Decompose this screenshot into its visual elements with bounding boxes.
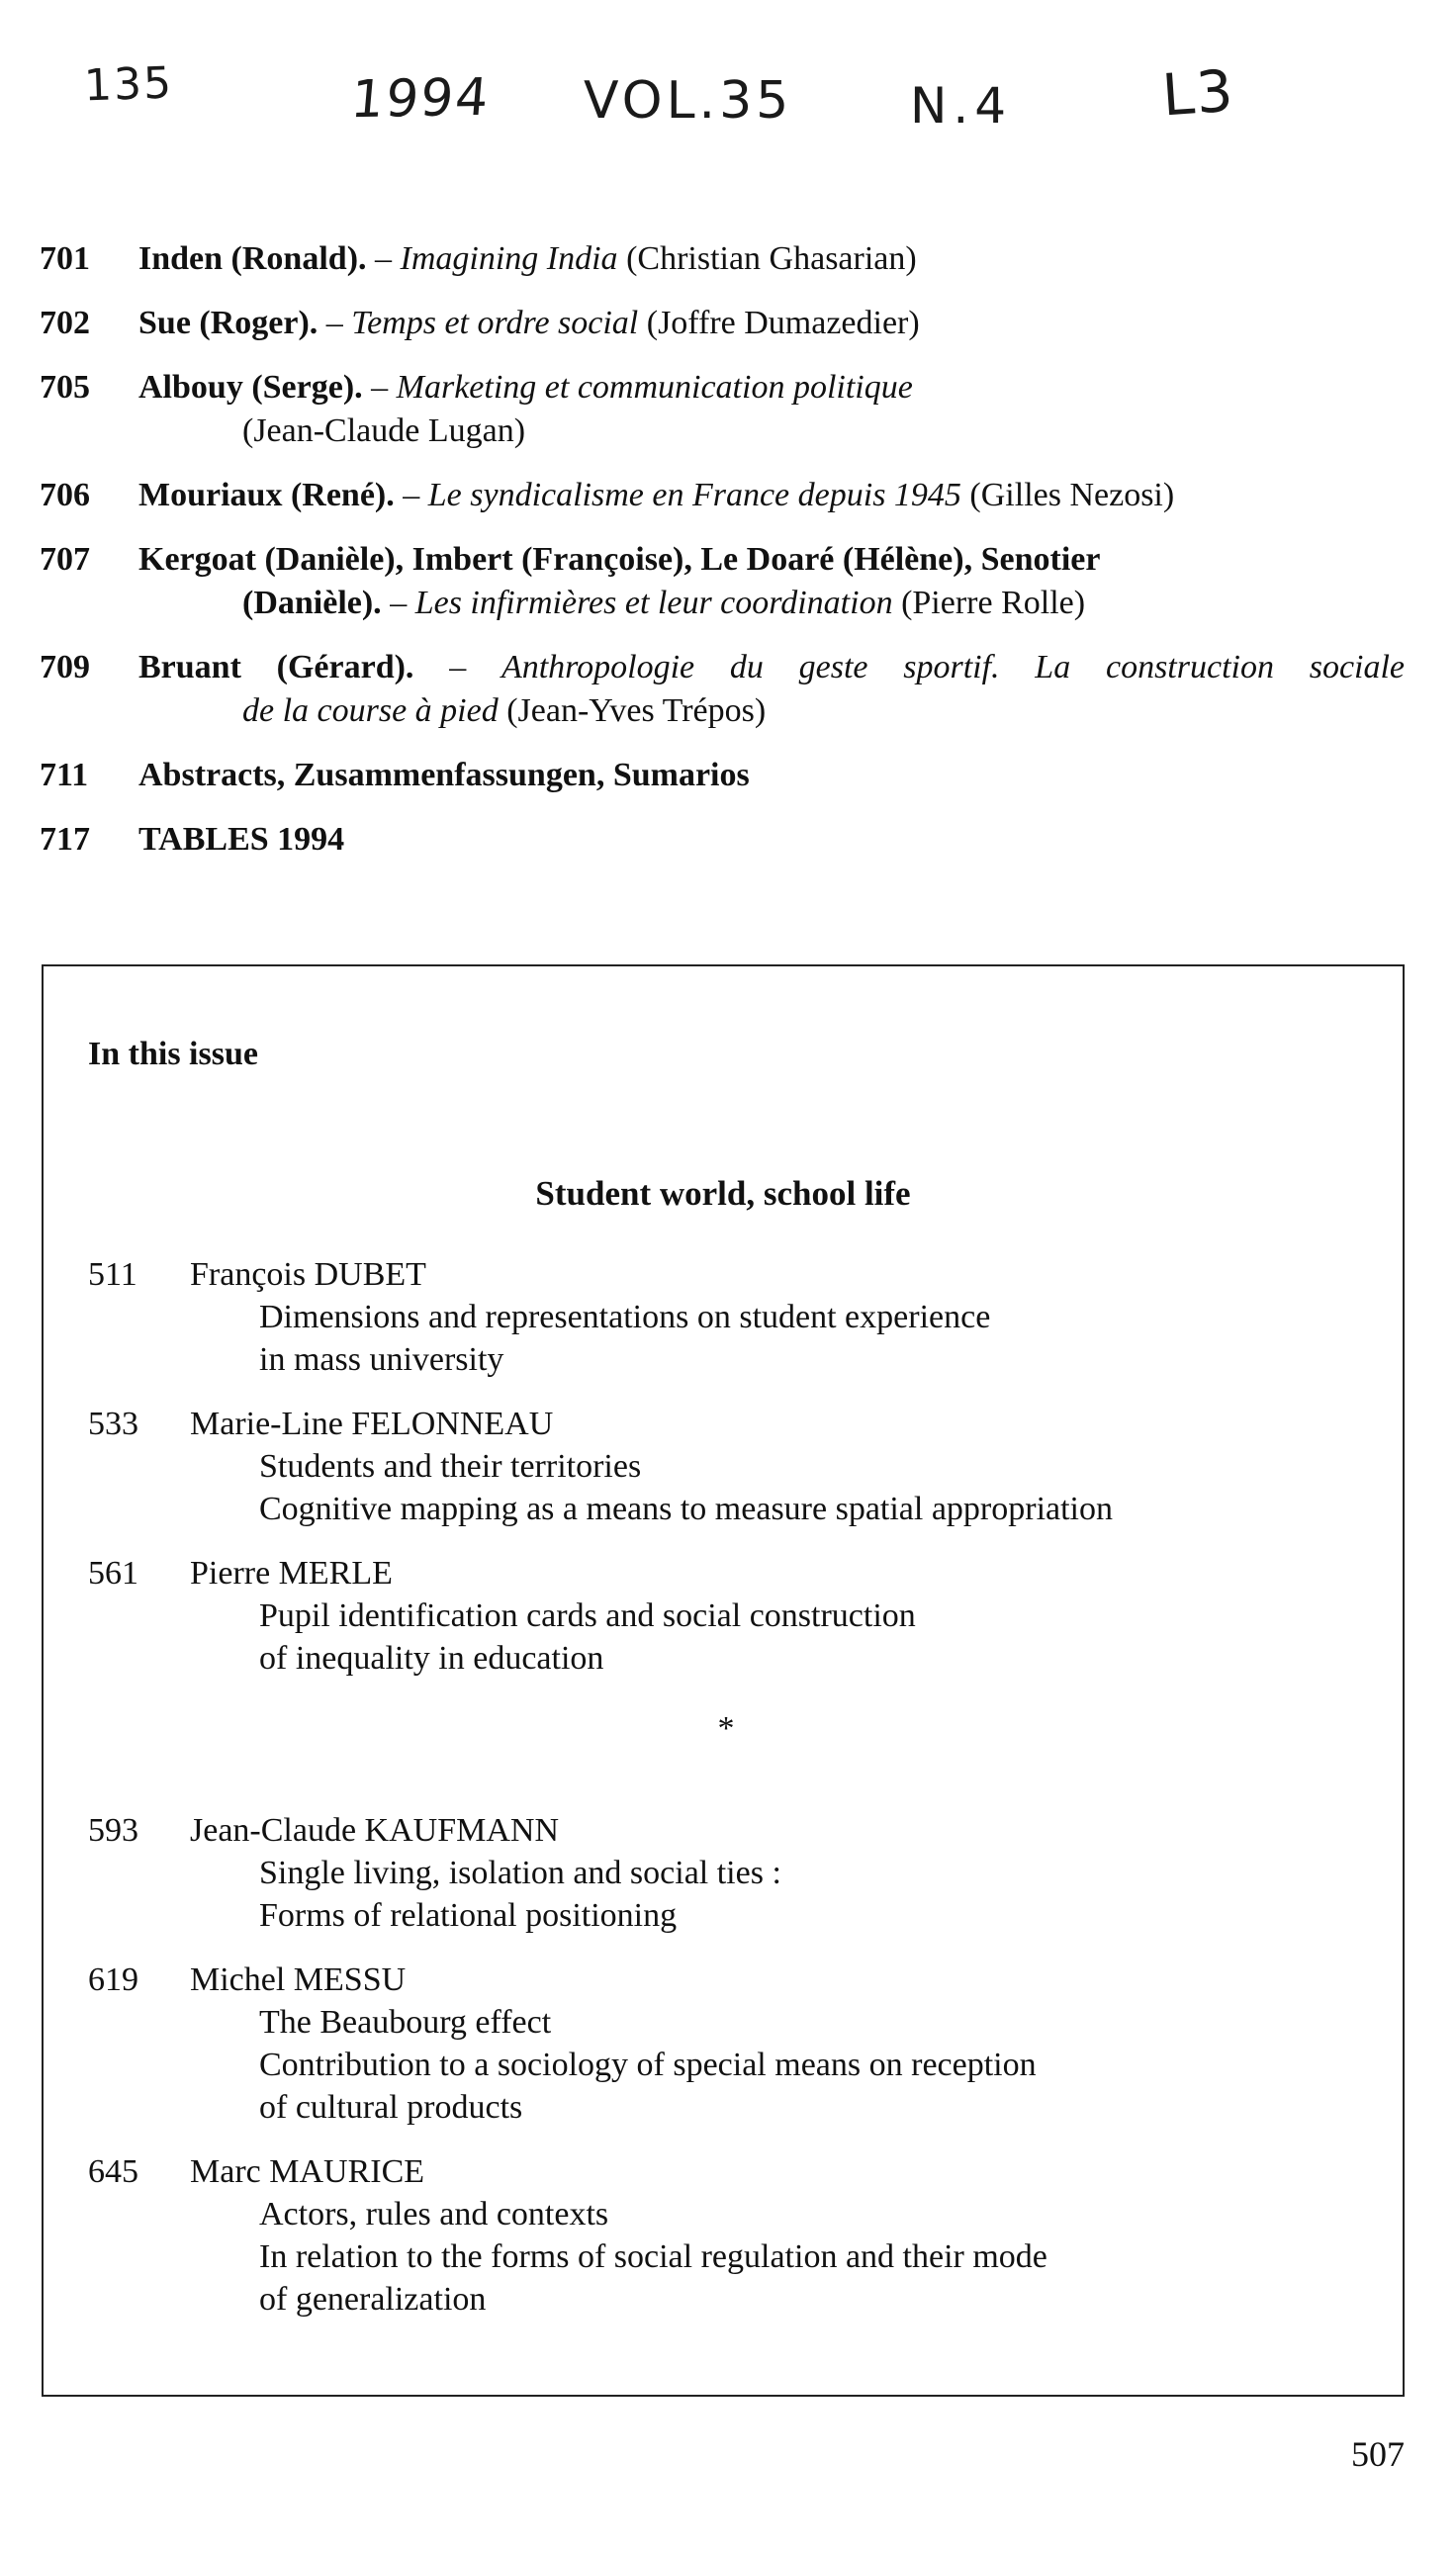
article-title-line: Pupil identification cards and social construction <box>259 1597 916 1634</box>
article-page-number: 619 <box>88 1961 138 1998</box>
article-author: Jean-Claude KAUFMANN <box>190 1812 560 1849</box>
article-title-line: Dimensions and representations on student experience <box>259 1299 991 1335</box>
review-title-line: de la course à pied <box>242 692 499 729</box>
toc-entry <box>40 237 1405 281</box>
article-title-line: In relation to the forms of social regulation and their mode <box>259 2238 1047 2275</box>
article-item <box>88 1959 1374 2129</box>
reviewer-name: (Jean-Claude Lugan) <box>242 412 526 449</box>
article-body <box>190 1253 1374 1381</box>
article-title <box>190 1852 1374 1937</box>
article-body <box>190 2150 1374 2321</box>
article-title <box>190 1296 1374 1381</box>
page-number: 507 <box>1351 2434 1405 2474</box>
article-item <box>88 1253 1374 1381</box>
article-title-line: Actors, rules and contexts <box>259 2196 609 2233</box>
article-item <box>88 1403 1374 1530</box>
dash-separator: – <box>403 477 420 513</box>
review-title-line: Anthropologie du geste sportif. La construction sociale <box>500 649 1406 685</box>
review-author: Sue (Roger). <box>138 305 318 341</box>
toc-entry-body <box>138 474 1405 517</box>
review-author: Albouy (Serge). <box>138 369 363 406</box>
toc-page-number: 702 <box>40 305 90 341</box>
article-title-line: Contribution to a sociology of special means on reception <box>259 2047 1037 2083</box>
article-title-line: The Beaubourg effect <box>259 2004 552 2041</box>
article-title <box>190 2001 1374 2129</box>
issue-heading: In this issue <box>88 1036 258 1072</box>
review-authors-line: Kergoat (Danièle), Imbert (Françoise), Le Doaré (Hélène), Senotier <box>138 541 1101 578</box>
toc-page-number: 707 <box>40 541 90 578</box>
article-author: Marie-Line FELONNEAU <box>190 1406 554 1442</box>
article-page-number: 645 <box>88 2153 138 2190</box>
review-title: Les infirmières et leur coordination <box>414 585 893 621</box>
section-title: Student world, school life <box>535 1174 911 1213</box>
article-title-line: Cognitive mapping as a means to measure spatial appropriation <box>259 1491 1113 1527</box>
review-title: Imagining India <box>400 240 618 277</box>
article-page-number: 533 <box>88 1406 138 1442</box>
toc-entry <box>40 818 1405 862</box>
toc-entry-body <box>138 538 1405 625</box>
toc-entry <box>40 646 1405 733</box>
article-page-number: 561 <box>88 1555 138 1592</box>
dash-separator: – <box>390 585 408 621</box>
article-body <box>190 1809 1374 1937</box>
review-first-line <box>138 646 1405 689</box>
in-this-issue-box <box>42 964 1405 2397</box>
review-title: Le syndicalisme en France depuis 1945 <box>427 477 961 513</box>
article-author: Marc MAURICE <box>190 2153 425 2190</box>
toc-entry-label: Abstracts, Zusammenfassungen, Sumarios <box>138 757 750 793</box>
handwritten-year: 1994 <box>348 67 493 131</box>
toc-page-number: 717 <box>40 821 90 858</box>
dash-separator: – <box>371 369 389 406</box>
handwritten-mark: L3 <box>1159 56 1237 130</box>
review-continuation <box>138 582 1405 625</box>
handwritten-issue-number: N.4 <box>910 77 1013 135</box>
toc-page-number: 706 <box>40 477 90 513</box>
dash-separator: – <box>375 240 393 277</box>
toc-page-number: 701 <box>40 240 90 277</box>
article-body <box>190 1403 1374 1530</box>
article-title-line: of generalization <box>259 2281 487 2318</box>
toc-page-number: 705 <box>40 369 90 406</box>
dash-separator: – <box>325 305 343 341</box>
toc-entry <box>40 366 1405 453</box>
toc-entry-body <box>138 302 1405 345</box>
article-title-line: of inequality in education <box>259 1640 604 1677</box>
review-author: Bruant (Gérard). <box>138 649 414 685</box>
article-page-number: 593 <box>88 1812 138 1849</box>
reviewer-name: (Christian Ghasarian) <box>626 240 917 277</box>
toc-entry <box>40 754 1405 797</box>
review-title: Temps et ordre social <box>351 305 639 341</box>
reviewer-name: (Gilles Nezosi) <box>969 477 1175 513</box>
article-body <box>190 1959 1374 2129</box>
article-title-line: Students and their territories <box>259 1448 642 1485</box>
toc-page-number: 711 <box>40 757 89 793</box>
article-title <box>190 2193 1374 2321</box>
article-page-number: 511 <box>88 1256 137 1293</box>
toc-entry <box>40 302 1405 345</box>
review-authors-line-end: (Danièle). <box>242 585 382 621</box>
toc-entry-body <box>138 646 1405 733</box>
article-title <box>190 1445 1374 1530</box>
review-author: Inden (Ronald). <box>138 240 367 277</box>
handwritten-volume: VOL.35 <box>584 71 793 131</box>
toc-page-number: 709 <box>40 649 90 685</box>
article-title-line: of cultural products <box>259 2089 523 2126</box>
toc-entry <box>40 474 1405 517</box>
toc-entry-body <box>138 366 1405 453</box>
handwritten-annotation <box>0 56 1456 158</box>
article-body <box>190 1552 1374 1680</box>
handwritten-number: 135 <box>83 57 174 112</box>
article-author: Pierre MERLE <box>190 1555 393 1592</box>
article-title <box>190 1595 1374 1680</box>
reviewer-name: (Joffre Dumazedier) <box>646 305 920 341</box>
article-title-line: Forms of relational positioning <box>259 1897 678 1934</box>
article-item <box>88 1809 1374 1937</box>
reviewer-name: (Pierre Rolle) <box>901 585 1086 621</box>
toc-entry-label: TABLES 1994 <box>138 821 345 858</box>
article-title-line: in mass university <box>259 1341 504 1378</box>
review-title: Marketing et communication politique <box>396 369 913 406</box>
article-item <box>88 2150 1374 2321</box>
review-author: Mouriaux (René). <box>138 477 395 513</box>
review-continuation <box>138 689 1405 733</box>
section-separator: * <box>717 1710 735 1747</box>
article-list <box>88 1253 1374 2342</box>
dash-separator: – <box>449 649 467 685</box>
article-author: François DUBET <box>190 1256 426 1293</box>
toc-entry <box>40 538 1405 625</box>
article-title-line: Single living, isolation and social ties : <box>259 1855 781 1891</box>
article-author: Michel MESSU <box>190 1961 407 1998</box>
table-of-contents <box>40 237 1405 882</box>
article-item <box>88 1552 1374 1680</box>
toc-entry-body <box>138 237 1405 281</box>
reviewer-name: (Jean-Yves Trépos) <box>506 692 767 729</box>
